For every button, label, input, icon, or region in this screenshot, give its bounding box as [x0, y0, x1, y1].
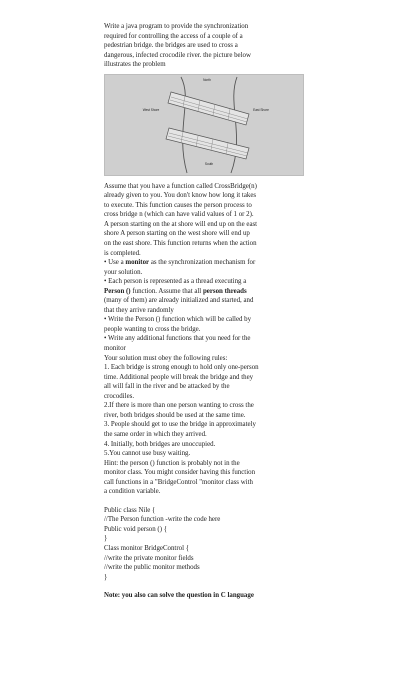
text-line [104, 258, 318, 268]
code-line: Class monitor BridgeControl { [104, 544, 190, 552]
text-line: illustrates the problem [104, 61, 166, 69]
bold-term: Person () [104, 287, 133, 295]
text-line: is completed. [104, 249, 141, 257]
text-line: the same order in which they arrived. [104, 430, 207, 438]
text-line: already given to you. You don't know how long it takes [104, 192, 257, 200]
text-segment: • Use a [104, 259, 126, 267]
text-line: 2.If there is more than one person wanting to cross the [104, 402, 254, 410]
river-bank-left [181, 77, 187, 173]
text-line: crocodiles. [104, 392, 135, 400]
text-segment: function. Assume that all [132, 287, 203, 295]
text-line: all will fall in the river and be attacked by the [104, 383, 230, 391]
text-line: • Write any additional functions that you need for the [104, 335, 251, 343]
text-line: 4. Initially, both bridges are unoccupied. [104, 440, 216, 448]
text-line: call functions in a "BridgeControl "monitor class with [104, 478, 253, 486]
text-segment: as the synchronization mechanism for [149, 259, 256, 267]
thread-bullet [104, 277, 318, 315]
text-line: on the east shore. This function returns when the action [104, 240, 257, 248]
text-line: a condition variable. [104, 488, 161, 496]
code-line: //write the private monitor fields [104, 554, 194, 562]
code-line: Public void person () { [104, 525, 168, 533]
text-line: people wanting to cross the bridge. [104, 325, 201, 333]
text-line: Your solution must obey the following rules: [104, 354, 228, 362]
text-line: time. Additional people will break the bridge and they [104, 373, 254, 381]
text-line: to execute. This function causes the person process to [104, 201, 252, 209]
note-line: Note: you also can solve the question in C language [104, 592, 254, 600]
text-line: monitor class. You might consider having this function [104, 469, 256, 477]
code-line: //write the public monitor methods [104, 564, 200, 572]
intro-paragraph [104, 22, 318, 70]
label-east-shore: East Shore [253, 107, 269, 112]
text-line: river, both bridges should be used at the same time. [104, 411, 246, 419]
text-line: • Write the Person () function which will be called by [104, 316, 252, 324]
rules-paragraph [104, 315, 318, 496]
code-line: } [104, 535, 108, 543]
text-line: that they arrive randomly [104, 306, 174, 314]
upper-bridge [168, 92, 249, 125]
question-document [104, 22, 318, 601]
label-north: North [203, 77, 211, 82]
text-line: monitor [104, 345, 126, 353]
label-west-shore: West Shore [142, 107, 160, 112]
bold-term: person threads [202, 287, 247, 295]
bold-term: monitor [125, 259, 150, 267]
code-line: Public class Nile { [104, 506, 156, 514]
bridge-figure [104, 74, 304, 176]
text-line: Hint: the person () function is probably not in the [104, 459, 240, 467]
text-line: your solution. [104, 268, 143, 276]
text-line: 3. People should get to use the bridge in approximately [104, 421, 256, 429]
text-line: A person starting on the at shore will end up on the east [104, 220, 258, 228]
text-line: (many of them) are already initialized and started, and [104, 297, 254, 305]
text-line [104, 287, 318, 297]
text-line: 1. Each bridge is strong enough to hold only one-person [104, 364, 259, 372]
text-line: cross bridge n (which can have valid values of 1 or 2). [104, 211, 254, 219]
text-line: pedestrian bridge. the bridges are used to cross a [104, 42, 238, 50]
text-line: required for controlling the access of a couple of a [104, 32, 243, 40]
code-line: //The Person function -write the code here [104, 516, 221, 524]
label-south: South [204, 161, 214, 166]
text-line: Write a java program to provide the synchronization [104, 23, 249, 30]
text-line: Assume that you have a function called CrossBridge(n) [104, 182, 257, 190]
river-bank-right [231, 77, 237, 173]
text-line: dangerous, infected crocodile river. the picture below [104, 51, 251, 59]
code-block [104, 506, 318, 582]
text-line: shore A person starting on the west shore will end up [104, 230, 250, 238]
code-line: } [104, 573, 108, 581]
assume-paragraph [104, 182, 318, 258]
text-line: • Each person is represented as a thread executing a [104, 278, 247, 286]
text-line: 5.You cannot use busy waiting. [104, 450, 191, 458]
monitor-bullet [104, 258, 318, 277]
